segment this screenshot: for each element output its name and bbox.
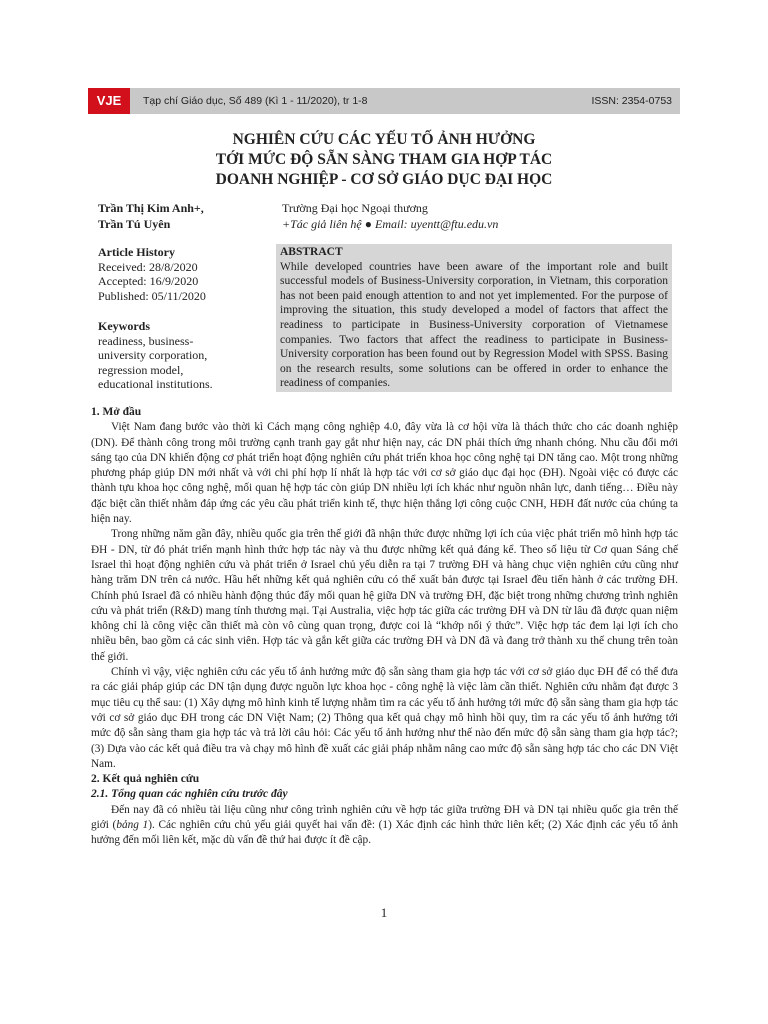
article-body [91, 405, 678, 849]
paragraph: Chính vì vậy, việc nghiên cứu các yếu tố ảnh hưởng mức độ sẵn sàng tham gia hợp tác với cơ sở giáo dục ĐH để có thể đưa ra các giải pháp giúp các DN tận dụng được nguồn lực khoa học - công nghệ là việc làm cần thiết. Nghiên cứu nhằm đạt được 3 mục tiêu cụ thể sau: (1) Xây dựng mô hình kinh tế lượng nhằm tìm ra các yếu tố ảnh hưởng tới mức độ sẵn sàng tham gia hợp tác với cơ sở giáo dục ĐH trong các DN Việt Nam; (2) Thông qua kết quả chạy mô hình hồi quy, tìm ra các yếu tố ảnh hưởng tới mức độ sẵn sàng tham gia hợp tác và trả lời câu hỏi: Các yếu tố ảnh hưởng như thế nào đến mức độ sẵn sàng tham gia hợp tác?; (3) Dựa vào các kết quả điều tra và chạy mô hình đề xuất các giải pháp nhằm nâng cao mức độ sẵn sàng hợp tác cho các DN Việt Nam. [91, 666, 678, 770]
abstract-text: While developed countries have been aware of the important role and built successful models of Business-University corporation, in Vietnam, this corporation has not been paid enough attention to and not yet implemented. For the purpose of improving the situation, this study developed a model of factors that affect the readiness to participate in Business-University corporation of Vietnamese companies. Two factors that affect the readiness to participate in Business-University corporation has been found out by Regression Model with SPSS. Basing on the research results, some solutions can be offered in order to enhance the readiness of companies. [280, 260, 668, 390]
keyword-line: readiness, business- [98, 333, 194, 348]
abstract-box [276, 244, 672, 392]
title-line: TỚI MỨC ĐỘ SẴN SÀNG THAM GIA HỢP TÁC [215, 151, 553, 168]
journal-logo: VJE [88, 88, 130, 114]
history-heading: Article History [98, 245, 175, 259]
journal-citation: Tạp chí Giáo dục, Số 489 (Kì 1 - 11/2020), tr 1-8 [143, 95, 368, 107]
page-number: 1 [380, 905, 388, 920]
paragraph: Trong những năm gần đây, nhiều quốc gia trên thế giới đã nhận thức được những lợi ích của việc phát triển mô hình hợp tác ĐH - DN, từ đó phát triển mạnh hình thức hợp tác này và thu được những kết quả đáng kể. Theo số liệu từ Cơ quan Sáng chế Israel thì hoạt động nghiên cứu và phát triển ở Israel chủ yếu diễn ra tại 7 trường ĐH và hàng chục viện nghiên cứu cũng như hàng trăm DN trên cả nước. Hầu hết những kết quả nghiên cứu có thể xuất bản được tại Israel đều tiến hành ở các trường ĐH. Chính phủ Israel đã có nhiều hành động thúc đẩy mối quan hệ giữa DN và trường ĐH, đặc biệt trong những chương trình nghiên cứu và phát triển (R&D) mang tính thương mại. Tại Australia, việc hợp tác giữa các trường ĐH và DN từ lâu đã được quan niệm không chỉ là công việc cần thiết mà còn vô cùng quan trọng, được coi là “khớp nối ý thức”. Việc hợp tác đem lại lợi ích cho nhiều bên, bao gồm cả các sinh viên. Hợp tác và gắn kết giữa các trường ĐH và DN đã và đang trở thành xu thế chung trên toàn thế giới. [91, 528, 678, 663]
affiliation: Trường Đại học Ngoại thương [282, 201, 428, 215]
author-affiliation [282, 200, 498, 232]
paragraph-text: Đến nay đã có nhiều tài liệu cũng như công trình nghiên cứu về hợp tác giữa trường ĐH và DN tại nhiều quốc gia trên thế giới ( [91, 803, 678, 832]
abstract-heading: ABSTRACT [280, 246, 343, 258]
paragraph [91, 803, 678, 849]
author-2: Trần Tú Uyên [98, 217, 171, 231]
title-line: DOANH NGHIỆP - CƠ SỞ GIÁO DỤC ĐẠI HỌC [215, 171, 553, 188]
section-heading: 2. Kết quả nghiên cứu [91, 773, 200, 786]
contact-email: +Tác giả liên hệ ● Email: uyentt@ftu.edu.vn [282, 217, 499, 231]
author-names [98, 200, 204, 232]
keywords-heading: Keywords [98, 319, 150, 333]
keyword-line: educational institutions. [98, 377, 213, 391]
paper-title [88, 130, 680, 190]
table-reference: bảng 1 [116, 819, 149, 832]
article-sidebar [98, 245, 266, 392]
accepted-date: Accepted: 16/9/2020 [98, 274, 199, 288]
paragraph-text: ). Các nghiên cứu chủ yếu giải quyết hai vấn đề: (1) Xác định các hình thức liên kết; (2) Xác định các yếu tố ảnh hưởng đến mối liên kết, mặc dù vấn đề thứ hai được ít đề cập. [91, 819, 678, 847]
journal-header [88, 88, 680, 114]
received-date: Received: 28/8/2020 [98, 259, 198, 274]
paragraph: Việt Nam đang bước vào thời kì Cách mạng công nghiệp 4.0, đây vừa là cơ hội vừa là thách thức cho các doanh nghiệp (DN). Để thành công trong môi trường cạnh tranh gay gắt như hiện nay, các DN phải thích ứng nhanh chóng. Nhu cầu đổi mới sáng tạo của DN khiến động cơ phát triển hoạt động nghiên cứu phát triển khoa học công nghệ tại DN tăng cao. Một trong những phương pháp giúp DN mới nhất và với chi phí hợp lí nhất là hợp tác với cơ sở giáo dục đại học (ĐH). Ngoài việc có được các thành tựu khoa học công nghệ, mối quan hệ hợp tác còn giúp DN nhiều lợi ích khác như nguồn nhân lực, danh tiếng… Điều này đặc biệt cần thiết nhằm đáp ứng các yêu cầu phát triển kinh tế, thực hiện thắng lợi công cuộc CNH, HĐH đất nước của chúng ta hiện nay. [91, 421, 678, 526]
section-heading: 1. Mở đầu [91, 406, 142, 418]
title-line: NGHIÊN CỨU CÁC YẾU TỐ ẢNH HƯỞNG [232, 131, 536, 148]
author-1: Trần Thị Kim Anh+, [98, 201, 204, 215]
keyword-line: university corporation, [98, 348, 208, 362]
keyword-line: regression model, [98, 362, 184, 377]
issn: ISSN: 2354-0753 [591, 95, 672, 107]
published-date: Published: 05/11/2020 [98, 288, 206, 303]
subsection-heading: 2.1. Tổng quan các nghiên cứu trước đây [91, 788, 288, 801]
